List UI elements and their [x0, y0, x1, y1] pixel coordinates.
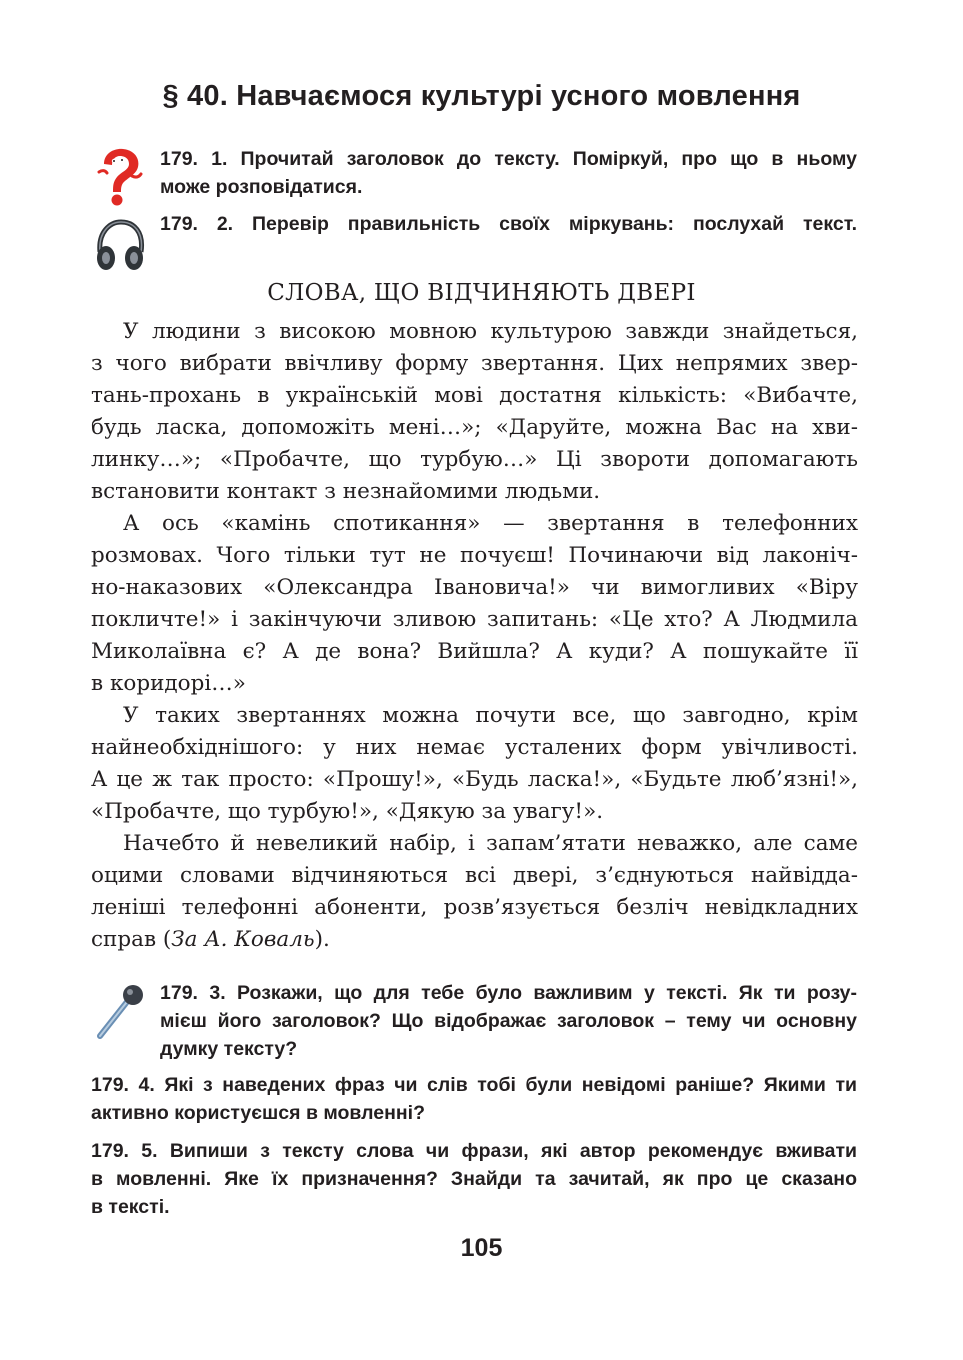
story-last-line: [91, 924, 858, 956]
task-179-1-line-2: може розповідатися.: [160, 176, 363, 198]
story-line: У таких звертаннях можна почути все, що завгодно, крім: [123, 703, 858, 728]
story-line: леніші телефонні абоненти, розв’язується безліч невідкладних: [91, 895, 858, 920]
page-number: 105: [460, 1234, 503, 1262]
microphone-icon: [92, 982, 148, 1040]
task-179-2: [160, 210, 857, 238]
task-179-3-line-3: думку тексту?: [160, 1038, 298, 1060]
story-last-line-suffix: ).: [314, 927, 330, 952]
task-179-3-line-2: мієш його заголовок? Що відображає заголовок – тему чи основну: [160, 1010, 857, 1032]
story-text: [91, 316, 858, 956]
story-line: А це ж так просто: «Прошу!», «Будь ласка!», «Будьте люб’язні!»,: [91, 767, 858, 792]
story-line: «Пробачте, що турбую!», «Дякую за увагу!».: [91, 799, 604, 824]
story-source-author: За А. Коваль: [171, 927, 315, 952]
task-179-4-line-1: 179. 4. Які з наведених фраз чи слів тобі були невідомі раніше? Якими ти: [91, 1074, 857, 1096]
story-line: розмовах. Чого тільки тут не почуєш! Починаючи від лаконіч-: [91, 543, 858, 568]
story-line: А ось «камінь спотикання» — звертання в телефонних: [123, 511, 858, 536]
question-mark-icon: [94, 146, 144, 208]
story-line: будь ласка, допоможіть мені…»; «Даруйте, можна Вас на хви-: [91, 415, 858, 440]
task-179-5-line-3: в тексті.: [91, 1196, 170, 1218]
story-line: покличте!» і закінчуючи зливою запитань: «Це хто? А Людмила: [91, 607, 858, 632]
task-179-1: [160, 145, 857, 201]
story-line: Начебто й невеликий набір, і запам’ятати неважко, але саме: [123, 831, 858, 856]
story-line: з чого вибрати ввічливу форму звертання. Цих непрямих звер-: [91, 351, 858, 376]
task-179-5: [91, 1137, 857, 1221]
headphones-icon: [92, 218, 148, 272]
task-179-3-line-1: 179. 3. Розкажи, що для тебе було важливим у тексті. Як ти розу-: [160, 982, 857, 1004]
story-line: но-наказових «Олександра Івановича!» чи вимогливих «Віру: [91, 575, 858, 600]
story-line: встановити контакт з незнайомими людьми.: [91, 479, 601, 504]
task-179-4: [91, 1071, 857, 1127]
section-title: § 40. Навчаємося культурі усного мовлення: [162, 80, 801, 112]
task-179-1-line-1: 179. 1. Прочитай заголовок до тексту. Поміркуй, про що в ньому: [160, 148, 857, 170]
story-line: найнеобхіднішого: у них немає усталених форм увічливості.: [91, 735, 858, 760]
story-line: У людини з високою мовною культурою завжди знайдеться,: [123, 319, 858, 344]
story-line: тань-прохань в українській мові достатня кількість: «Вибачте,: [91, 383, 858, 408]
story-line: оцими словами відчиняються всі двері, з’єднуються найвідда-: [91, 863, 858, 888]
task-179-5-line-2: в мовленні. Яке їх призначення? Знайди та зачитай, як про це сказано: [91, 1168, 857, 1190]
story-line: Миколаївна є? А де вона? Вийшла? А куди? А пошукайте її: [91, 639, 858, 664]
story-title: СЛОВА, ЩО ВІДЧИНЯЮТЬ ДВЕРІ: [267, 280, 696, 306]
story-last-line-prefix: справ (: [91, 927, 172, 952]
story-line: линку…»; «Пробачте, що турбую…» Ці звороти допомагають: [91, 447, 858, 472]
task-179-4-line-2: активно користуєшся в мовленні?: [91, 1102, 426, 1124]
task-179-5-line-1: 179. 5. Випиши з тексту слова чи фрази, які автор рекомендує вживати: [91, 1140, 857, 1162]
task-179-3: [160, 979, 857, 1063]
task-179-2-line-1: 179. 2. Перевір правильність своїх міркувань: послухай текст.: [160, 213, 857, 235]
story-line: в коридорі…»: [91, 671, 246, 696]
